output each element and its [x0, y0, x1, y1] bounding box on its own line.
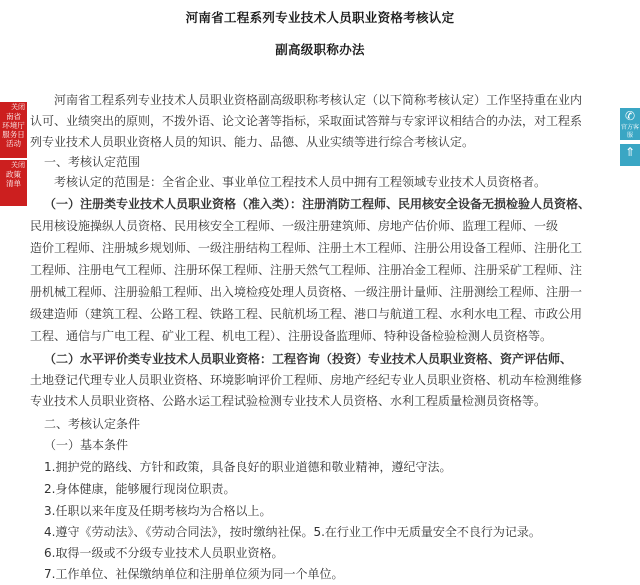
section-heading: 二、考核认定条件 [44, 417, 141, 431]
paragraph-line: 列专业技术人员职业资格人员的知识、能力、品德、从业实绩等进行综合考核认定。 [30, 135, 475, 149]
document-subtitle: 副高级职称办法 [275, 42, 365, 57]
back-to-top-button[interactable] [620, 144, 640, 166]
list-item: 1.拥护党的路线、方针和政策，具备良好的职业道德和敬业精神，遵纪守法。 [44, 460, 452, 474]
document-title: 河南省工程系列专业技术人员职业资格考核认定 [185, 10, 455, 25]
widget-text: 南省 环境厅 服务日 活动 [2, 112, 25, 148]
list-item: 6.取得一级或不分级专业技术人员职业资格。 [44, 546, 284, 560]
arrow-up-icon: ⇑ [624, 145, 636, 159]
paragraph-line: 专业技术人员职业资格、公路水运工程试验检测专业技术人员资格、水利工程质量检测员资格等。 [30, 394, 547, 408]
list-item: 7.工作单位、社保缴纳单位和注册单位须为同一个单位。 [44, 567, 344, 581]
paragraph-line: 级建造师（建筑工程、公路工程、铁路工程、民航机场工程、港口与航道工程、水利水电工程、市政公用 [30, 307, 583, 321]
floating-ad-widget[interactable] [0, 160, 27, 206]
paragraph-line: 考核认定的范围是：全省企业、事业单位工程技术人员中拥有工程领域专业技术人员资格者。 [54, 175, 547, 189]
widget-close-button[interactable]: 关闭 [11, 161, 25, 169]
paragraph-line: 认可、业绩突出的原则，不拨外语、论文论著等指标，采取面试答辩与专家评议相结合的办法，对工程系 [30, 114, 583, 128]
chat-icon: ✆ [624, 109, 636, 123]
widget-text: 政策 清单 [6, 170, 21, 188]
subsection-line: （一）注册类专业技术人员职业资格（准入类）：注册消防工程师、民用核安全设备无损检验人员资格、 [44, 197, 591, 211]
paragraph-line: 河南省工程系列专业技术人员职业资格副高级职称考核认定（以下简称考核认定）工作坚持重在业内 [54, 93, 583, 107]
widget-label: 官方客服 [620, 124, 639, 139]
subsection-line: （二）水平评价类专业技术人员职业资格：工程咨询（投资）专业技术人员职业资格、资产评估师、 [44, 352, 573, 366]
paragraph-line: 工程师、注册电气工程师、注册环保工程师、注册天然气工程师、注册冶金工程师、注册采矿工程师、注 [30, 263, 583, 277]
subsection-heading: （一）基本条件 [44, 438, 129, 452]
widget-close-button[interactable]: 关闭 [11, 103, 25, 111]
paragraph-line: 册机械工程师、注册验船工程师、出入境检疫处理人员资格、一级注册计量师、注册测绘工程师、注册一 [30, 285, 583, 299]
list-item: 4.遵守《劳动法》、《劳动合同法》，按时缴纳社保。5.在行业工作中无质量安全不良行为记录。 [44, 525, 541, 539]
paragraph-line: 工程、通信与广电工程、矿业工程、机电工程）、注册设备监理师、特种设备检验检测人员资格等。 [30, 329, 553, 343]
list-item: 3.任职以来年度及任期考核均为合格以上。 [44, 504, 272, 518]
paragraph-line: 民用核设施操纵人员资格、民用核安全工程师、一级注册建筑师、房地产估价师、监理工程师、一级 [30, 219, 559, 233]
customer-service-widget[interactable] [620, 108, 640, 140]
section-heading: 一、考核认定范围 [44, 155, 141, 169]
list-item: 2.身体健康，能够履行现岗位职责。 [44, 482, 236, 496]
floating-ad-widget[interactable] [0, 102, 27, 158]
paragraph-line: 造价工程师、注册城乡规划师、一级注册结构工程师、注册土木工程师、注册公用设备工程师、注册化工 [30, 241, 583, 255]
paragraph-line: 土地登记代理专业人员职业资格、环境影响评价工程师、房地产经纪专业人员职业资格、机动车检测维修 [30, 373, 583, 387]
